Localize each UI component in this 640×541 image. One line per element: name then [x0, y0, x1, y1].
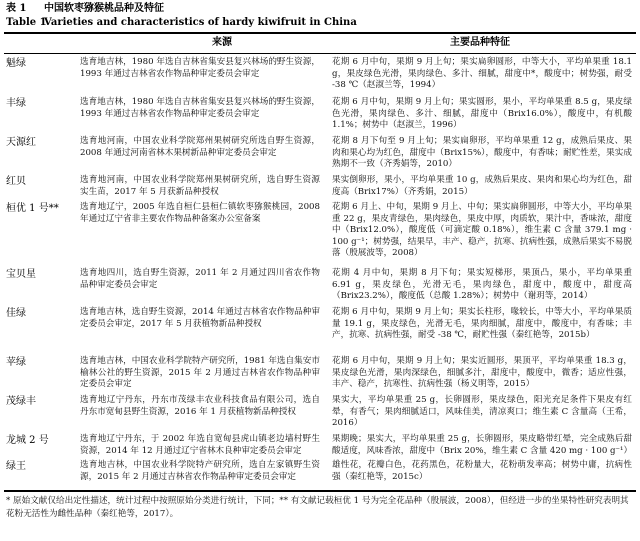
variety-traits: 花期 6 月上、中旬，果期 9 月上、中旬；果实扁卵圆形，中等大小，平均单果重 22 g，果皮青绿色，果肉绿色，果皮中厚，肉质软，果汁中，香味浓，甜度中（Brix12.0%），酸度低（可滴定酸 0.18%），维生素 C 含量 379.1 mg · 100 g⁻¹；树势强，结果早，丰产、稳产，抗寒、抗病性强，成熟后果实不易脱落（殷展波等，2008） — [332, 202, 632, 259]
variety-name: 天源红 — [6, 137, 36, 148]
variety-source: 选育地四川，选自野生资源，2011 年 2 月通过四川省农作物品种审定委员会审定 — [80, 268, 320, 290]
variety-source: 选育地吉林，中国农业科学院特产研究所，1981 年选自集安市榆林公社的野生资源，2015 年 2 月通过吉林省农作物品种审定委员会审定 — [80, 356, 320, 390]
table-caption-en — [6, 17, 357, 29]
variety-name: 绿王 — [6, 461, 26, 472]
variety-name: 桓优 1 号** — [6, 203, 59, 214]
variety-traits: 花期 4 月中旬，果期 8 月下旬；果实短梯形，果顶凸，果小，平均单果重 6.91 g，果皮绿色，光滑无毛，果肉绿色，甜度中，酸度中，甜度高（Brix23.2%），酸度低（总酸 1.28%）；树势中（谢玥等，2014） — [332, 268, 632, 302]
variety-source: 选育地辽宁，2005 年选自桓仁县桓仁镇软枣猕猴桃园，2008 年通过辽宁省非主要农作物品种备案办公室备案 — [80, 202, 320, 224]
variety-source: 选育地吉林，选自野生资源，2014 年通过吉林省农作物品种审定委员会审定，2017 年 5 月获植物新品种授权 — [80, 307, 320, 329]
variety-name: 龙城 2 号 — [6, 435, 49, 446]
variety-traits: 花期 6 月中旬，果期 9 月上旬；果实近圆形，果顶平，平均单果重 18.3 g，果皮绿色光滑，果肉深绿色，细腻多汁，甜度中，酸度中，微香；适应性强，丰产、稳产，抗寒性、抗病性强（杨义明等，2015） — [332, 356, 632, 390]
variety-source: 选育地河南，中国农业科学院郑州果树研究所选自野生资源，2008 年通过河南省林木果树新品种审定委员会审定 — [80, 136, 320, 158]
table-number-zh: 表 1 — [6, 3, 27, 14]
table-bottom-rule — [4, 490, 636, 492]
variety-name: 红贝 — [6, 176, 26, 187]
variety-source: 选育地辽宁丹东，于 2002 年选自宽甸县虎山镇老边墙村野生资源，2014 年 12 月通过辽宁省林木良种审定委员会审定 — [80, 434, 320, 456]
variety-name: 苹绿 — [6, 357, 26, 368]
variety-traits: 花期 8 月下旬至 9 月上旬；果实扁卵形，平均单果重 12 g，成熟后果皮、果肉和果心均为红色，甜度中（Brix15%），酸度中，有香味；耐贮性差，果实成熟期不一致（齐秀娟等，2010） — [332, 136, 632, 170]
variety-source: 选育地吉林，1980 年选自吉林省集安县复兴林场的野生资源，1993 年通过吉林省农作物品种审定委员会审定 — [80, 57, 320, 79]
header-source: 来源 — [212, 37, 232, 48]
variety-source: 选育地河南，中国农业科学院郑州果树研究所，选自野生资源实生苗，2017 年 5 月获新品种授权 — [80, 175, 320, 197]
variety-traits: 果期晚；果实大，平均单果重 25 g，长卵圆形，果皮略带红晕，完全成熟后甜酸适度，风味香浓，甜度中（Brix 20%，维生素 C 含量 420 mg · 100 g⁻¹） — [332, 434, 633, 456]
variety-traits: 花期 6 月中旬，果期 9 月上旬；果实圆形，果小，平均单果重 8.5 g，果皮绿色光滑，果肉绿色、多汁、细腻，甜度中（Brix16.0%），酸度中，有机酸 1.1%；树势中（赵淑兰，1996） — [332, 97, 632, 131]
header-traits: 主要品种特征 — [450, 37, 510, 48]
table-top-rule — [4, 32, 636, 34]
variety-traits: 果实大，平均单果重 25 g，长卵圆形，果皮绿色，阳光充足条件下果皮有红晕，有香气；果肉细腻适口，风味佳美，清凉爽口；维生素 C 含量高（王希，2016） — [332, 395, 632, 429]
table-title-en: Varieties and characteristics of hardy kiwifruit in China — [44, 17, 357, 28]
variety-traits: 雄性花，花瓣白色，花药黑色，花粉量大，花粉萌发率高；树势中庸，抗病性强（秦红艳等，2015c） — [332, 460, 632, 482]
table-caption-zh — [6, 3, 164, 15]
variety-source: 选育地吉林，1980 年选自吉林省集安县复兴林场的野生资源，1993 年通过吉林省农作物品种审定委员会审定 — [80, 97, 320, 119]
variety-source: 选育地吉林，中国农业科学院特产研究所，选自左家镇野生资源，2015 年 2 月通过吉林省农作物品种审定委员会审定 — [80, 460, 320, 482]
variety-traits: 花期 6 月中旬，果期 9 月上旬；果实长柱形，喙较长，中等大小，平均单果质量 19.1 g，果皮绿色，光滑无毛，果肉细腻，甜度中，酸度中，有香味；丰产，抗寒、抗病性强，耐受 -38 ℃，耐贮性强（秦红艳等，2015b） — [332, 307, 632, 341]
table-footnote: * 原始文献仅给出定性描述，统计过程中按照原始分类进行统计，下同；** 有文献记载桓优 1 号为完全花品种（殷展波，2008），但经进一步的坐果特性研究表明其花粉无活性为雌性品种（秦红艳等，2017）。 — [6, 496, 629, 519]
variety-source: 选育地辽宁丹东，丹东市茂绿丰农业科技食品有限公司，选自丹东市宽甸县野生资源，2016 年 1 月获植物新品种授权 — [80, 395, 320, 417]
table-number-en: Table 1 — [6, 17, 47, 28]
table-header-rule — [4, 53, 636, 54]
variety-name: 魁绿 — [6, 58, 26, 69]
variety-traits: 果实倒卵形，果小，平均单果重 10 g，成熟后果皮、果肉和果心均为红色，甜度高（Brix17%）（齐秀娟，2015） — [332, 175, 632, 197]
variety-name: 佳绿 — [6, 308, 26, 319]
variety-traits: 花期 6 月中旬，果期 9 月上旬；果实扁卵圆形，中等大小，平均单果重 18.1 g，果皮绿色光滑，果肉绿色、多汁、细腻，甜度中*，酸度中；树势强，耐受 -38 ℃（赵淑兰等，1994） — [332, 57, 632, 91]
variety-name: 茂绿丰 — [6, 396, 36, 407]
variety-name: 丰绿 — [6, 98, 26, 109]
table-title-zh: 中国软枣猕猴桃品种及特征 — [44, 3, 164, 14]
variety-name: 宝贝星 — [6, 269, 36, 280]
